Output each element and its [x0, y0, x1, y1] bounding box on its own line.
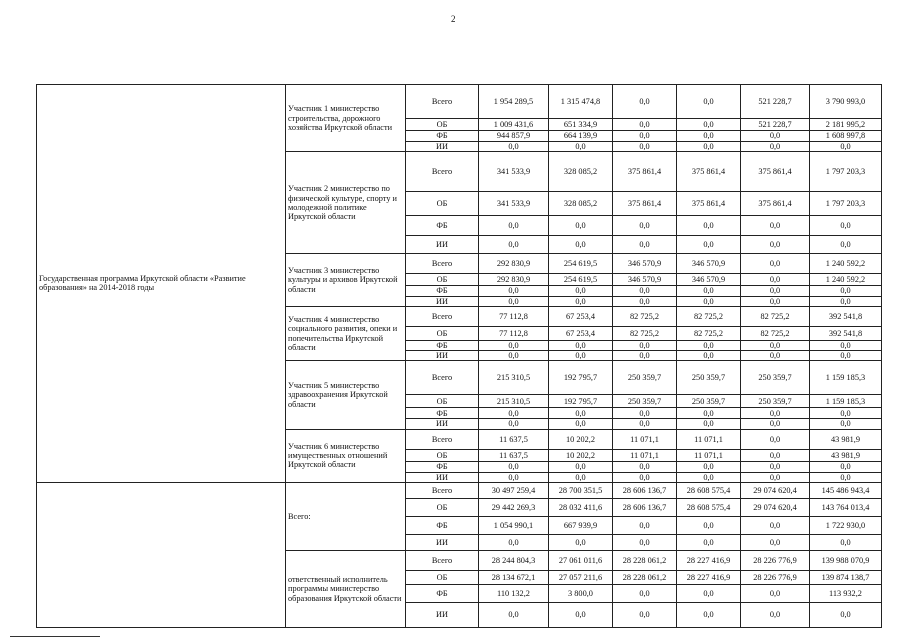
value-cell: 254 619,5	[549, 274, 613, 286]
value-cell: 0,0	[613, 85, 677, 119]
value-cell: 0,0	[613, 602, 677, 627]
value-cell: 1 009 431,6	[479, 119, 549, 131]
value-cell: 0,0	[613, 351, 677, 361]
funding-source: ФБ	[406, 340, 479, 350]
value-cell: 0,0	[479, 461, 549, 472]
value-cell: 11 071,1	[677, 449, 741, 461]
value-cell: 0,0	[810, 472, 882, 482]
funding-source: ОБ	[406, 119, 479, 131]
value-cell: 0,0	[677, 584, 741, 602]
funding-source: Всего	[406, 85, 479, 119]
value-cell: 0,0	[549, 602, 613, 627]
participant-label: Участник 4 министерство социального развития, опеки и попечительства Иркутской области	[286, 306, 406, 361]
value-cell: 145 486 943,4	[810, 482, 882, 498]
value-cell: 0,0	[741, 516, 810, 534]
participant-label: Участник 1 министерство строительства, дорожного хозяйства Иркутской области	[286, 85, 406, 152]
value-cell: 215 310,5	[479, 361, 549, 395]
value-cell: 0,0	[479, 340, 549, 350]
value-cell: 1 315 474,8	[549, 85, 613, 119]
value-cell: 0,0	[741, 216, 810, 236]
value-cell: 0,0	[613, 461, 677, 472]
value-cell: 250 359,7	[613, 395, 677, 408]
funding-source: ИИ	[406, 236, 479, 254]
value-cell: 10 202,2	[549, 449, 613, 461]
funding-source: ФБ	[406, 584, 479, 602]
value-cell: 139 874 138,7	[810, 570, 882, 584]
value-cell: 375 861,4	[741, 152, 810, 192]
value-cell: 43 981,9	[810, 429, 882, 449]
value-cell: 346 570,9	[677, 254, 741, 274]
value-cell: 0,0	[479, 286, 549, 296]
value-cell: 341 533,9	[479, 152, 549, 192]
value-cell: 0,0	[549, 419, 613, 429]
funding-source: Всего	[406, 152, 479, 192]
value-cell: 328 085,2	[549, 192, 613, 216]
value-cell: 0,0	[613, 236, 677, 254]
value-cell: 1 722 930,0	[810, 516, 882, 534]
value-cell: 28 608 575,4	[677, 498, 741, 516]
value-cell: 28 032 411,6	[549, 498, 613, 516]
value-cell: 0,0	[741, 461, 810, 472]
value-cell: 0,0	[741, 449, 810, 461]
funding-source: Всего	[406, 306, 479, 326]
value-cell: 28 244 804,3	[479, 550, 549, 570]
value-cell: 0,0	[741, 236, 810, 254]
value-cell: 1 240 592,2	[810, 274, 882, 286]
value-cell: 11 637,5	[479, 449, 549, 461]
value-cell: 1 954 289,5	[479, 85, 549, 119]
funding-source: Всего	[406, 361, 479, 395]
value-cell: 0,0	[741, 472, 810, 482]
value-cell: 0,0	[549, 408, 613, 419]
value-cell: 0,0	[810, 142, 882, 152]
value-cell: 27 057 211,6	[549, 570, 613, 584]
funding-source: ОБ	[406, 192, 479, 216]
value-cell: 28 228 061,2	[613, 570, 677, 584]
funding-source: Всего	[406, 482, 479, 498]
participant-label: Участник 3 министерство культуры и архивов Иркутской области	[286, 254, 406, 307]
value-cell: 192 795,7	[549, 395, 613, 408]
participant-label: Всего:	[286, 482, 406, 550]
value-cell: 0,0	[479, 351, 549, 361]
value-cell: 0,0	[613, 216, 677, 236]
value-cell: 250 359,7	[677, 361, 741, 395]
value-cell: 3 800,0	[549, 584, 613, 602]
value-cell: 0,0	[613, 286, 677, 296]
value-cell: 0,0	[677, 119, 741, 131]
value-cell: 82 725,2	[741, 326, 810, 340]
value-cell: 28 227 416,9	[677, 570, 741, 584]
value-cell: 1 159 185,3	[810, 361, 882, 395]
value-cell: 1 797 203,3	[810, 152, 882, 192]
value-cell: 0,0	[810, 286, 882, 296]
value-cell: 77 112,8	[479, 306, 549, 326]
value-cell: 0,0	[549, 351, 613, 361]
value-cell: 215 310,5	[479, 395, 549, 408]
value-cell: 192 795,7	[549, 361, 613, 395]
funding-source: ИИ	[406, 296, 479, 306]
value-cell: 0,0	[549, 534, 613, 550]
value-cell: 0,0	[677, 534, 741, 550]
funding-source: ИИ	[406, 534, 479, 550]
value-cell: 341 533,9	[479, 192, 549, 216]
value-cell: 0,0	[479, 142, 549, 152]
value-cell: 28 606 136,7	[613, 482, 677, 498]
program-cell-empty	[37, 482, 286, 627]
value-cell: 0,0	[677, 286, 741, 296]
value-cell: 0,0	[549, 142, 613, 152]
value-cell: 28 227 416,9	[677, 550, 741, 570]
value-cell: 29 074 620,4	[741, 482, 810, 498]
value-cell: 0,0	[741, 602, 810, 627]
value-cell: 28 606 136,7	[613, 498, 677, 516]
funding-source: ОБ	[406, 395, 479, 408]
value-cell: 1 054 990,1	[479, 516, 549, 534]
value-cell: 375 861,4	[741, 192, 810, 216]
value-cell: 0,0	[549, 461, 613, 472]
value-cell: 28 226 776,9	[741, 550, 810, 570]
value-cell: 28 228 061,2	[613, 550, 677, 570]
value-cell: 0,0	[613, 340, 677, 350]
value-cell: 0,0	[613, 534, 677, 550]
value-cell: 250 359,7	[741, 395, 810, 408]
value-cell: 328 085,2	[549, 152, 613, 192]
value-cell: 0,0	[479, 602, 549, 627]
value-cell: 28 608 575,4	[677, 482, 741, 498]
funding-source: ОБ	[406, 274, 479, 286]
value-cell: 0,0	[741, 274, 810, 286]
funding-source: ИИ	[406, 351, 479, 361]
participant-label: Участник 2 министерство по физической культуре, спорту и молодежной политике Иркутской области	[286, 152, 406, 254]
value-cell: 0,0	[549, 286, 613, 296]
value-cell: 0,0	[741, 351, 810, 361]
value-cell: 0,0	[549, 340, 613, 350]
value-cell: 0,0	[741, 254, 810, 274]
value-cell: 0,0	[613, 142, 677, 152]
value-cell: 0,0	[677, 85, 741, 119]
participant-label: Участник 5 министерство здравоохранения Иркутской области	[286, 361, 406, 429]
value-cell: 0,0	[810, 351, 882, 361]
value-cell: 0,0	[810, 419, 882, 429]
value-cell: 375 861,4	[613, 152, 677, 192]
value-cell: 29 074 620,4	[741, 498, 810, 516]
value-cell: 0,0	[479, 534, 549, 550]
value-cell: 254 619,5	[549, 254, 613, 274]
value-cell: 0,0	[741, 408, 810, 419]
value-cell: 28 700 351,5	[549, 482, 613, 498]
value-cell: 82 725,2	[677, 326, 741, 340]
value-cell: 28 226 776,9	[741, 570, 810, 584]
value-cell: 27 061 011,6	[549, 550, 613, 570]
value-cell: 250 359,7	[741, 361, 810, 395]
value-cell: 346 570,9	[613, 274, 677, 286]
value-cell: 0,0	[810, 534, 882, 550]
value-cell: 346 570,9	[677, 274, 741, 286]
value-cell: 0,0	[741, 340, 810, 350]
value-cell: 667 939,9	[549, 516, 613, 534]
value-cell: 0,0	[613, 119, 677, 131]
value-cell: 0,0	[677, 340, 741, 350]
funding-source: Всего	[406, 254, 479, 274]
value-cell: 0,0	[677, 408, 741, 419]
value-cell: 110 132,2	[479, 584, 549, 602]
funding-source: ИИ	[406, 602, 479, 627]
value-cell: 0,0	[677, 131, 741, 142]
funding-source: ОБ	[406, 326, 479, 340]
value-cell: 113 932,2	[810, 584, 882, 602]
value-cell: 11 071,1	[613, 449, 677, 461]
participant-label: ответственный исполнитель программы министерство образования Иркутской области	[286, 550, 406, 627]
value-cell: 0,0	[613, 408, 677, 419]
value-cell: 1 240 592,2	[810, 254, 882, 274]
value-cell: 0,0	[810, 461, 882, 472]
value-cell: 0,0	[741, 584, 810, 602]
value-cell: 375 861,4	[613, 192, 677, 216]
value-cell: 11 071,1	[613, 429, 677, 449]
value-cell: 0,0	[677, 216, 741, 236]
value-cell: 0,0	[741, 131, 810, 142]
value-cell: 1 797 203,3	[810, 192, 882, 216]
value-cell: 521 228,7	[741, 85, 810, 119]
value-cell: 28 134 672,1	[479, 570, 549, 584]
value-cell: 0,0	[613, 296, 677, 306]
value-cell: 0,0	[677, 236, 741, 254]
value-cell: 0,0	[479, 419, 549, 429]
value-cell: 0,0	[549, 216, 613, 236]
value-cell: 0,0	[810, 602, 882, 627]
funding-source: Всего	[406, 550, 479, 570]
value-cell: 0,0	[479, 408, 549, 419]
value-cell: 0,0	[677, 142, 741, 152]
funding-source: Всего	[406, 429, 479, 449]
value-cell: 250 359,7	[613, 361, 677, 395]
budget-table	[36, 84, 882, 628]
value-cell: 143 764 013,4	[810, 498, 882, 516]
value-cell: 82 725,2	[741, 306, 810, 326]
value-cell: 0,0	[549, 236, 613, 254]
value-cell: 664 139,9	[549, 131, 613, 142]
value-cell: 0,0	[549, 472, 613, 482]
value-cell: 0,0	[741, 142, 810, 152]
value-cell: 0,0	[613, 584, 677, 602]
value-cell: 0,0	[810, 236, 882, 254]
value-cell: 375 861,4	[677, 152, 741, 192]
funding-source: ФБ	[406, 131, 479, 142]
value-cell: 346 570,9	[613, 254, 677, 274]
value-cell: 292 830,9	[479, 254, 549, 274]
value-cell: 0,0	[810, 408, 882, 419]
program-name: Государственная программа Иркутской области «Развитие образования» на 2014-2018 годы	[37, 85, 286, 483]
funding-source: ФБ	[406, 461, 479, 472]
table-row	[37, 482, 882, 498]
value-cell: 43 981,9	[810, 449, 882, 461]
value-cell: 1 159 185,3	[810, 395, 882, 408]
funding-source: ФБ	[406, 408, 479, 419]
value-cell: 944 857,9	[479, 131, 549, 142]
funding-source: ФБ	[406, 216, 479, 236]
value-cell: 0,0	[549, 296, 613, 306]
value-cell: 0,0	[479, 236, 549, 254]
value-cell: 292 830,9	[479, 274, 549, 286]
funding-source: ИИ	[406, 419, 479, 429]
value-cell: 0,0	[613, 472, 677, 482]
value-cell: 10 202,2	[549, 429, 613, 449]
value-cell: 30 497 259,4	[479, 482, 549, 498]
value-cell: 0,0	[741, 429, 810, 449]
value-cell: 3 790 993,0	[810, 85, 882, 119]
value-cell: 375 861,4	[677, 192, 741, 216]
value-cell: 0,0	[613, 131, 677, 142]
value-cell: 0,0	[613, 516, 677, 534]
value-cell: 0,0	[613, 419, 677, 429]
value-cell: 82 725,2	[613, 326, 677, 340]
value-cell: 0,0	[677, 461, 741, 472]
value-cell: 139 988 070,9	[810, 550, 882, 570]
value-cell: 521 228,7	[741, 119, 810, 131]
table-row	[37, 85, 882, 119]
value-cell: 0,0	[677, 419, 741, 429]
value-cell: 67 253,4	[549, 306, 613, 326]
value-cell: 0,0	[677, 516, 741, 534]
value-cell: 0,0	[479, 216, 549, 236]
funding-source: ФБ	[406, 516, 479, 534]
value-cell: 0,0	[741, 419, 810, 429]
funding-source: ОБ	[406, 570, 479, 584]
value-cell: 0,0	[810, 216, 882, 236]
value-cell: 0,0	[677, 472, 741, 482]
value-cell: 11 637,5	[479, 429, 549, 449]
value-cell: 392 541,8	[810, 326, 882, 340]
value-cell: 0,0	[677, 296, 741, 306]
funding-source: ФБ	[406, 286, 479, 296]
value-cell: 1 608 997,8	[810, 131, 882, 142]
funding-source: ИИ	[406, 472, 479, 482]
value-cell: 82 725,2	[613, 306, 677, 326]
funding-source: ОБ	[406, 498, 479, 516]
page-number: 2	[451, 14, 456, 24]
funding-source: ИИ	[406, 142, 479, 152]
value-cell: 0,0	[677, 602, 741, 627]
value-cell: 250 359,7	[677, 395, 741, 408]
value-cell: 0,0	[677, 351, 741, 361]
value-cell: 82 725,2	[677, 306, 741, 326]
value-cell: 0,0	[479, 472, 549, 482]
value-cell: 0,0	[741, 296, 810, 306]
value-cell: 0,0	[810, 340, 882, 350]
footer-divider	[10, 636, 100, 637]
value-cell: 2 181 995,2	[810, 119, 882, 131]
participant-label: Участник 6 министерство имущественных отношений Иркутской области	[286, 429, 406, 482]
value-cell: 77 112,8	[479, 326, 549, 340]
value-cell: 0,0	[741, 286, 810, 296]
value-cell: 651 334,9	[549, 119, 613, 131]
value-cell: 0,0	[741, 534, 810, 550]
value-cell: 11 071,1	[677, 429, 741, 449]
value-cell: 67 253,4	[549, 326, 613, 340]
value-cell: 0,0	[810, 296, 882, 306]
value-cell: 392 541,8	[810, 306, 882, 326]
value-cell: 0,0	[479, 296, 549, 306]
value-cell: 29 442 269,3	[479, 498, 549, 516]
funding-source: ОБ	[406, 449, 479, 461]
